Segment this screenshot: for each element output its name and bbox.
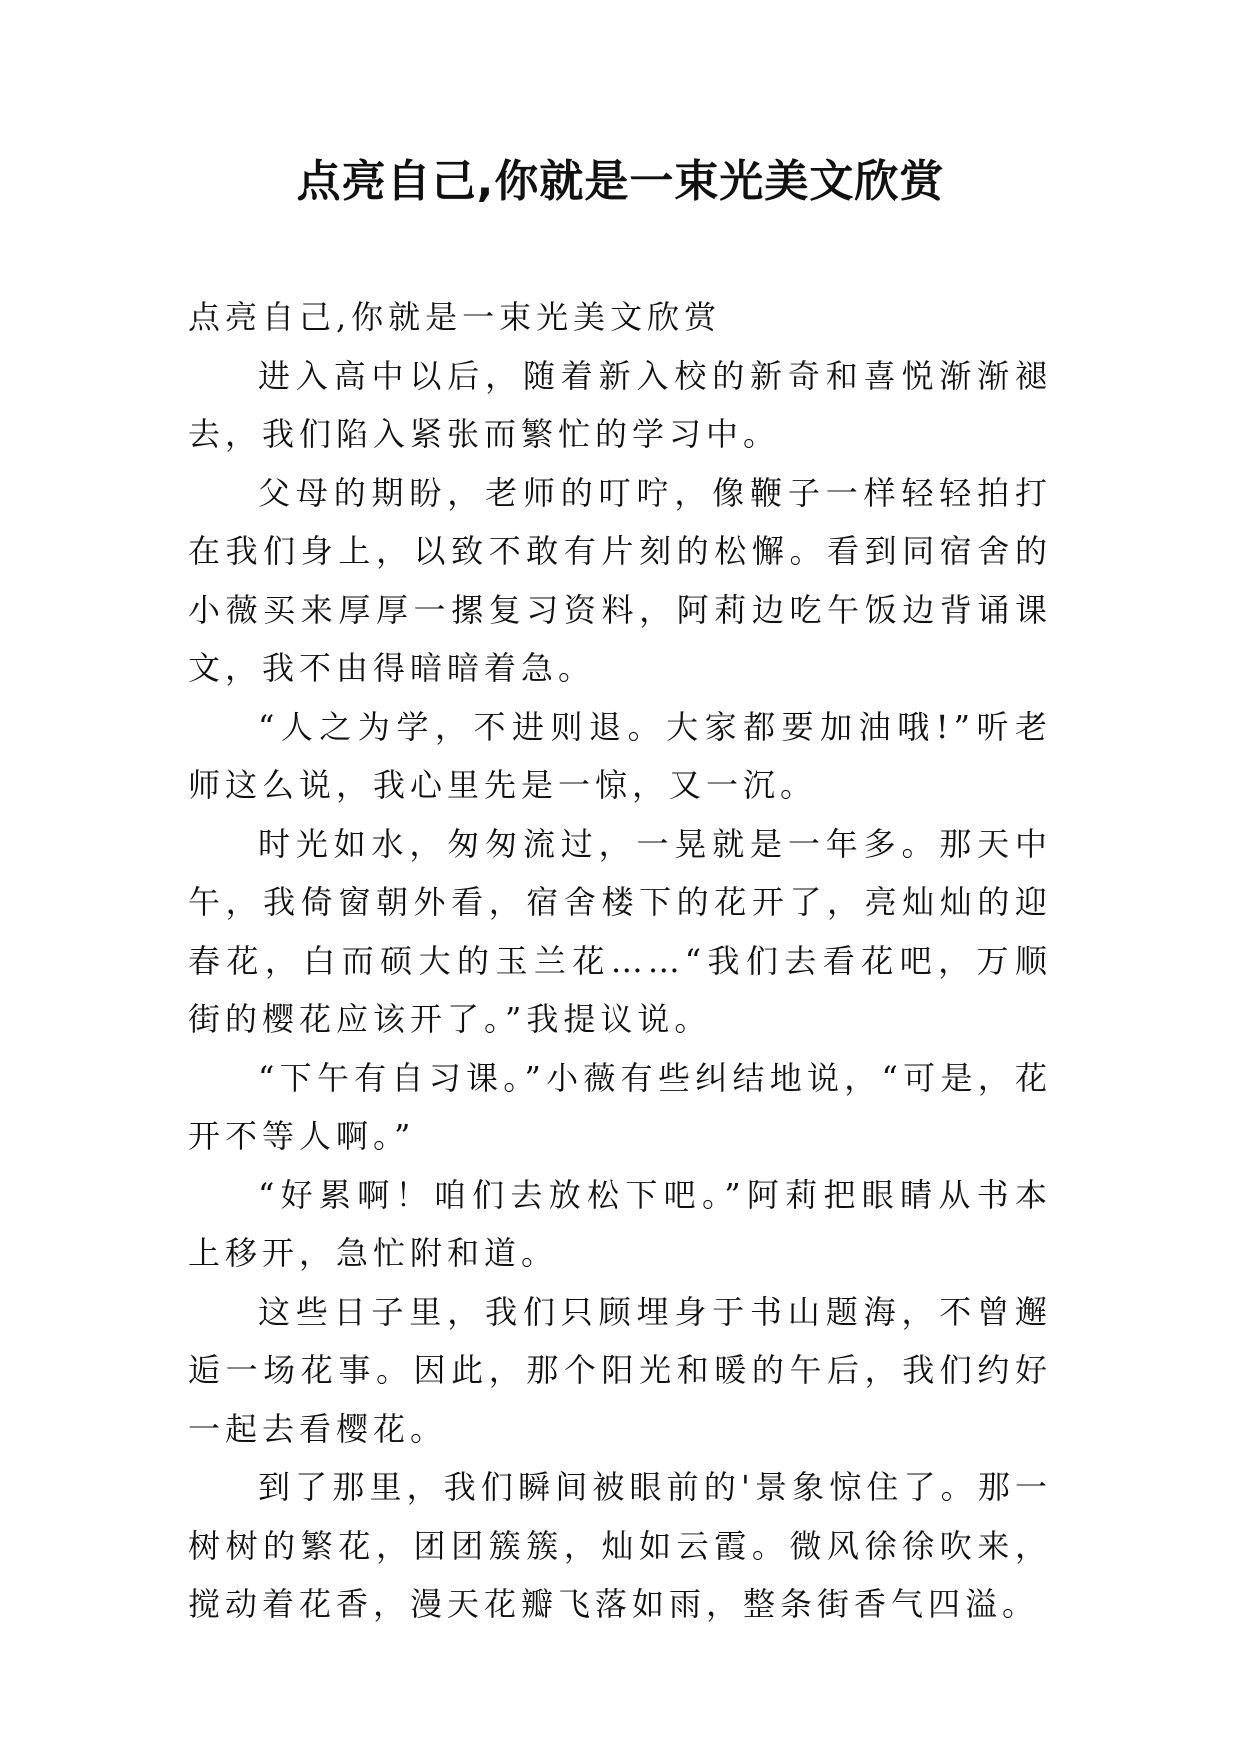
paragraph: 这些日子里，我们只顾埋身于书山题海，不曾邂逅一场花事。因此，那个阳光和暖的午后，我们约好一起去看樱花。 xyxy=(188,1292,1052,1448)
document-title: 点亮自己,你就是一束光美文欣赏 xyxy=(296,156,945,207)
paragraph: “下午有自习课。”小薇有些纠结地说，“可是，花开不等人啊。” xyxy=(188,1058,1052,1155)
paragraph: “人之为学，不进则退。大家都要加油哦!”听老师这么说，我心里先是一惊，又一沉。 xyxy=(188,707,1052,804)
paragraph: 进入高中以后，随着新入校的新奇和喜悦渐渐褪去，我们陷入紧张而繁忙的学习中。 xyxy=(188,356,1052,453)
paragraph: 父母的期盼，老师的叮咛，像鞭子一样轻轻拍打在我们身上，以致不敢有片刻的松懈。看到同宿舍的小薇买来厚厚一摞复习资料，阿莉边吃午饭边背诵课文，我不由得暗暗着急。 xyxy=(188,473,1052,687)
paragraph: “好累啊！咱们去放松下吧。”阿莉把眼睛从书本上移开，急忙附和道。 xyxy=(188,1175,1052,1272)
paragraph: 到了那里，我们瞬间被眼前的'景象惊住了。那一树树的繁花，团团簇簇，灿如云霞。微风徐徐吹来，搅动着花香，漫天花瓣飞落如雨，整条街香气四溢。 xyxy=(188,1468,1052,1623)
document-body xyxy=(188,288,1052,1634)
document-subtitle: 点亮自己,你就是一束光美文欣赏 xyxy=(188,298,722,336)
paragraph: 时光如水，匆匆流过，一晃就是一年多。那天中午，我倚窗朝外看，宿舍楼下的花开了，亮灿灿的迎春花，白而硕大的玉兰花……“我们去看花吧，万顺街的樱花应该开了。”我提议说。 xyxy=(188,824,1052,1038)
